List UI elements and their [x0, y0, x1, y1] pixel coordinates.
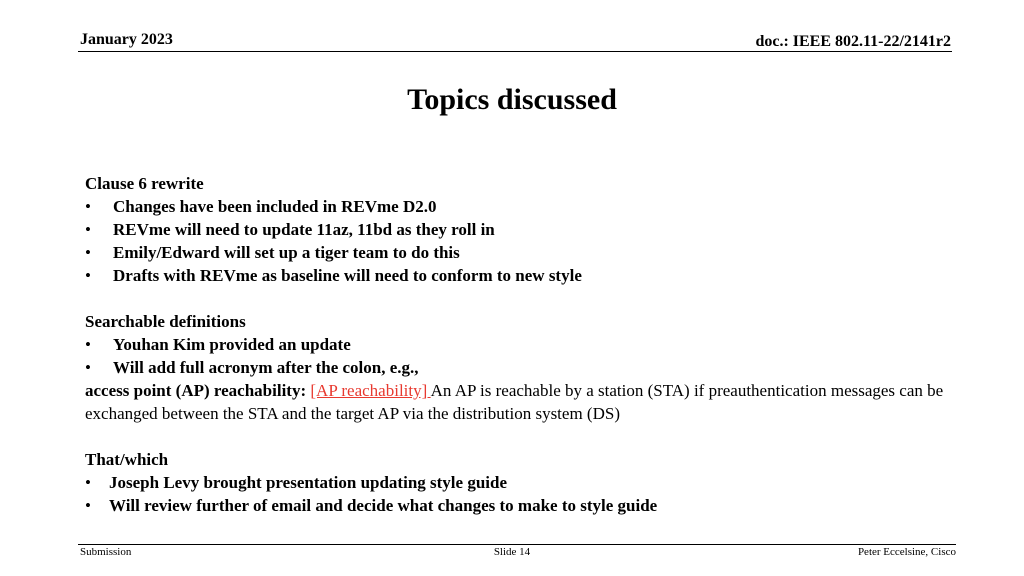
bullet-text: Will add full acronym after the colon, e.g., [113, 358, 419, 377]
bullet-glyph: • [85, 220, 91, 239]
footer-submission: Submission [80, 546, 132, 558]
bullet-item [85, 241, 955, 264]
bullet-text: Drafts with REVme as baseline will need to conform to new style [113, 266, 582, 285]
bullet-text: Emily/Edward will set up a tiger team to do this [113, 243, 460, 262]
bullet-item [85, 264, 955, 287]
bullet-text: Youhan Kim provided an update [113, 335, 351, 354]
footer-divider [78, 544, 956, 545]
definition-text: An AP is reachable by a station (STA) if preauthentication messages can be exchanged between the STA and the target AP via the distribution system (DS) [85, 381, 944, 423]
bullet-glyph: • [85, 496, 91, 515]
header-doc-id: doc.: IEEE 802.11-22/2141r2 [755, 33, 951, 50]
bullet-glyph: • [85, 335, 91, 354]
spacer [85, 425, 955, 448]
slide-body [85, 172, 955, 517]
bullet-glyph: • [85, 473, 91, 492]
bullet-glyph: • [85, 266, 91, 285]
bullet-item [85, 195, 955, 218]
header-divider [78, 51, 952, 52]
bullet-item [85, 333, 955, 356]
definition-term: access point (AP) reachability: [85, 381, 307, 400]
definition-example [85, 379, 955, 425]
bullet-item [85, 494, 955, 517]
section-title-searchable: Searchable definitions [85, 312, 246, 331]
bullet-item [85, 356, 955, 379]
bullet-text: REVme will need to update 11az, 11bd as they roll in [113, 220, 495, 239]
header-date: January 2023 [80, 31, 173, 48]
definition-link[interactable]: [AP reachability] [310, 381, 431, 400]
section-title-thatwhich: That/which [85, 450, 169, 469]
section-title-clause6: Clause 6 rewrite [85, 174, 204, 193]
bullet-glyph: • [85, 243, 91, 262]
bullet-text: Joseph Levy brought presentation updating style guide [109, 473, 507, 492]
bullet-glyph: • [85, 197, 91, 216]
bullet-text: Will review further of email and decide what changes to make to style guide [109, 496, 658, 515]
footer-author: Peter Eccelsine, Cisco [857, 546, 956, 558]
bullet-item [85, 471, 955, 494]
spacer [85, 287, 955, 310]
slide-title: Topics discussed [407, 83, 617, 116]
bullet-item [85, 218, 955, 241]
footer-slide-number: Slide 14 [493, 546, 531, 558]
bullet-glyph: • [85, 358, 91, 377]
bullet-text: Changes have been included in REVme D2.0 [113, 197, 437, 216]
